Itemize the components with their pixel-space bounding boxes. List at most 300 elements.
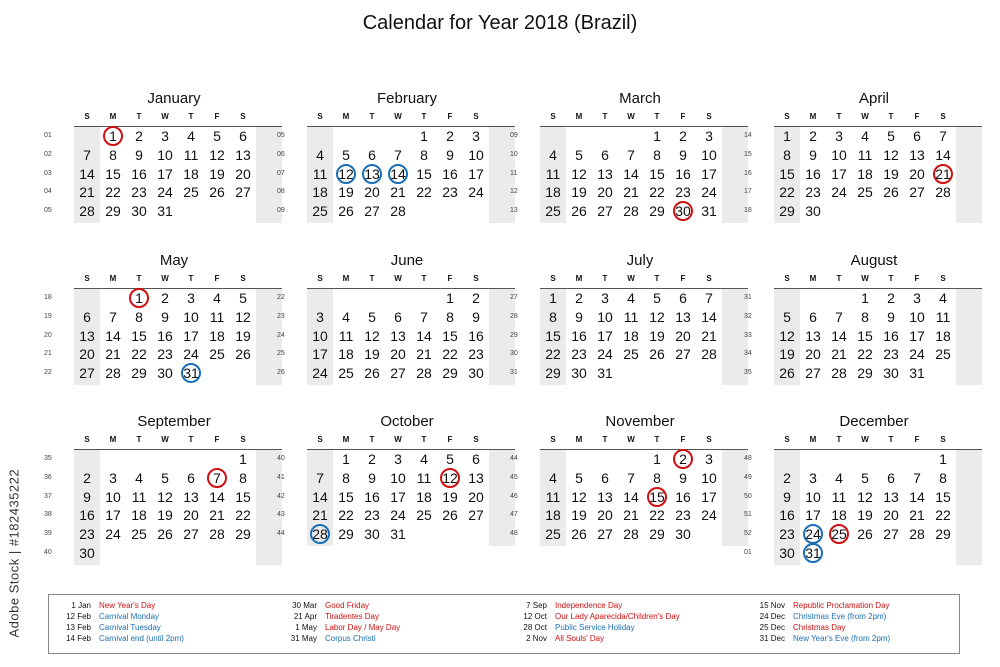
weekday-label: S <box>473 435 479 444</box>
saturday-column-shade <box>956 450 982 565</box>
day-cell: 17 <box>157 165 173 182</box>
day-cell: 30 <box>675 526 691 543</box>
day-cell: 15 <box>779 165 795 182</box>
day-cell: 7 <box>627 469 635 486</box>
week-number: 29 <box>510 331 518 339</box>
day-cell: 3 <box>809 469 817 486</box>
day-cell: 25 <box>935 346 951 363</box>
day-cell: 29 <box>338 526 354 543</box>
week-number: 40 <box>277 455 285 462</box>
weekday-label: M <box>809 435 817 444</box>
weekday-label: W <box>161 274 169 283</box>
day-cell: 2 <box>575 290 583 306</box>
day-cell: 4 <box>835 469 843 486</box>
day-cell: 20 <box>468 488 484 505</box>
day-cell: 25 <box>209 346 225 363</box>
day-cell: 13 <box>235 146 251 163</box>
day-cell: 1 <box>239 451 247 467</box>
day-cell: 5 <box>575 469 583 486</box>
weekday-label: W <box>861 435 869 444</box>
day-cell: 9 <box>83 488 91 505</box>
weekday-label: T <box>654 274 660 283</box>
day-cell: 27 <box>597 526 613 543</box>
day-cell: 8 <box>861 308 869 325</box>
day-cell: 10 <box>909 308 925 325</box>
weekday-label: T <box>602 435 608 444</box>
legend-holiday-name: Corpus Christi <box>325 634 376 643</box>
day-cell: 19 <box>571 507 587 524</box>
day-cell: 4 <box>187 128 195 144</box>
day-cell: 10 <box>701 146 717 163</box>
weekday-header <box>774 112 984 124</box>
week-number: 50 <box>744 492 752 500</box>
week-number: 44 <box>510 455 518 462</box>
weekday-label: S <box>940 435 946 444</box>
day-cell: 28 <box>623 203 639 220</box>
day-cell: 23 <box>883 346 899 363</box>
day-cell: 30 <box>364 526 380 543</box>
month-name: July <box>626 252 654 269</box>
day-cell: 31 <box>597 365 613 382</box>
day-cell: 31 <box>909 365 925 382</box>
day-cell: 26 <box>209 184 225 201</box>
day-cell: 25 <box>338 365 354 382</box>
legend-date: 12 Feb <box>66 612 91 621</box>
weekday-label: S <box>706 435 712 444</box>
week-number: 26 <box>277 369 285 377</box>
day-cell: 19 <box>442 488 458 505</box>
legend-holiday-name: New Year's Day <box>99 601 156 610</box>
day-cell: 26 <box>235 346 251 363</box>
day-cell: 10 <box>468 146 484 163</box>
day-cell: 29 <box>235 526 251 543</box>
week-number: 07 <box>277 169 285 177</box>
day-cell: 12 <box>338 165 354 182</box>
day-cell: 22 <box>416 184 432 201</box>
day-cell: 12 <box>364 327 380 344</box>
day-cell: 22 <box>649 507 665 524</box>
day-cell: 4 <box>342 308 350 325</box>
weekday-label: W <box>161 435 169 444</box>
day-cell: 28 <box>701 346 717 363</box>
day-cell: 23 <box>131 184 147 201</box>
day-cell: 24 <box>468 184 484 201</box>
day-cell: 16 <box>675 165 691 182</box>
day-cell: 29 <box>131 365 147 382</box>
weekday-label: F <box>214 274 220 283</box>
day-cell: 31 <box>157 203 173 220</box>
national-holiday-circle <box>933 164 953 184</box>
day-cell: 20 <box>805 346 821 363</box>
day-cell: 8 <box>939 469 947 486</box>
weekday-label: T <box>369 274 375 283</box>
weekday-label: T <box>421 112 427 121</box>
week-number: 48 <box>510 530 518 538</box>
day-cell: 9 <box>446 146 454 163</box>
day-cell: 27 <box>183 526 199 543</box>
week-number: 21 <box>44 350 52 358</box>
day-cell: 29 <box>545 365 561 382</box>
week-number: 35 <box>744 369 752 377</box>
day-cell: 16 <box>805 165 821 182</box>
weekday-label: F <box>914 435 920 444</box>
week-number: 33 <box>744 331 752 339</box>
day-cell: 2 <box>809 128 817 144</box>
legend-item <box>749 633 974 644</box>
day-cell: 19 <box>571 184 587 201</box>
week-number: 18 <box>744 207 752 215</box>
week-number: 40 <box>44 549 52 556</box>
legend-date: 1 Jan <box>71 601 91 610</box>
week-number: 12 <box>510 188 518 196</box>
day-cell: 16 <box>675 488 691 505</box>
day-cell: 27 <box>883 526 899 543</box>
day-cell: 11 <box>131 488 147 505</box>
day-cell: 22 <box>649 184 665 201</box>
week-number: 41 <box>277 473 285 481</box>
day-cell: 20 <box>597 184 613 201</box>
weekday-label: S <box>240 112 246 121</box>
legend-date: 21 Apr <box>293 612 317 621</box>
day-cell: 24 <box>312 365 328 382</box>
day-cell: 19 <box>338 184 354 201</box>
day-cell: 14 <box>390 165 406 182</box>
week-number: 09 <box>277 207 285 215</box>
day-cell: 15 <box>935 488 951 505</box>
legend-item <box>281 633 506 644</box>
week-number: 10 <box>510 150 518 158</box>
day-cell: 29 <box>649 526 665 543</box>
week-number: 22 <box>44 369 52 377</box>
day-cell: 28 <box>105 365 121 382</box>
day-cell: 6 <box>679 290 687 306</box>
day-cell: 13 <box>468 469 484 486</box>
legend-date: 15 Nov <box>759 601 785 610</box>
day-cell: 21 <box>623 184 639 201</box>
day-cell: 22 <box>935 507 951 524</box>
weekday-label: F <box>447 435 453 444</box>
weekday-label: W <box>394 274 402 283</box>
month-november <box>510 413 740 583</box>
day-cell: 14 <box>79 165 95 182</box>
day-cell: 13 <box>883 488 899 505</box>
day-cell: 1 <box>135 290 143 306</box>
week-number: 25 <box>277 350 285 358</box>
day-cell: 23 <box>779 526 795 543</box>
weekday-label: W <box>161 112 169 121</box>
day-cell: 30 <box>79 545 95 561</box>
weekday-label: W <box>627 112 635 121</box>
week-number: 22 <box>277 294 285 301</box>
legend-item <box>55 633 280 644</box>
weekday-label: T <box>188 274 194 283</box>
weekday-label: W <box>394 435 402 444</box>
day-cell: 28 <box>909 526 925 543</box>
day-cell: 24 <box>701 507 717 524</box>
day-cell: 6 <box>187 469 195 486</box>
day-cell: 28 <box>935 184 951 201</box>
day-cell: 30 <box>675 203 691 220</box>
weekday-label: T <box>602 274 608 283</box>
national-holiday-circle <box>103 126 123 146</box>
weekday-label: S <box>940 274 946 283</box>
month-name: December <box>839 413 909 430</box>
legend-holiday-name: Tiradentes Day <box>325 612 379 621</box>
day-cell: 12 <box>157 488 173 505</box>
day-cell: 28 <box>416 365 432 382</box>
day-cell: 10 <box>183 308 199 325</box>
day-cell: 9 <box>887 308 895 325</box>
day-cell: 8 <box>135 308 143 325</box>
day-cell: 5 <box>783 308 791 325</box>
day-cell: 8 <box>239 469 247 486</box>
day-cell: 12 <box>779 327 795 344</box>
day-cell: 19 <box>857 507 873 524</box>
day-cell: 22 <box>131 346 147 363</box>
weekday-header <box>74 435 284 447</box>
day-cell: 1 <box>861 290 869 306</box>
day-cell: 2 <box>83 469 91 486</box>
day-cell: 11 <box>312 165 328 182</box>
day-cell: 23 <box>468 346 484 363</box>
weekday-header <box>774 435 984 447</box>
day-cell: 20 <box>235 165 251 182</box>
day-cell: 14 <box>831 327 847 344</box>
weekday-label: S <box>784 435 790 444</box>
day-cell: 27 <box>909 184 925 201</box>
weekday-label: T <box>136 274 142 283</box>
day-cell: 15 <box>442 327 458 344</box>
day-cell: 18 <box>623 327 639 344</box>
day-cell: 23 <box>442 184 458 201</box>
day-cell: 14 <box>312 488 328 505</box>
day-cell: 10 <box>597 308 613 325</box>
day-cell: 16 <box>79 507 95 524</box>
month-april <box>744 90 974 260</box>
national-holiday-circle <box>129 288 149 308</box>
week-number: 43 <box>277 511 285 519</box>
day-cell: 8 <box>420 146 428 163</box>
day-cell: 24 <box>157 184 173 201</box>
day-cell: 21 <box>909 507 925 524</box>
month-july <box>510 252 740 422</box>
weekday-label: F <box>447 274 453 283</box>
month-name: October <box>380 413 434 430</box>
legend-holiday-name: Our Lady Aparecida/Children's Day <box>555 612 680 621</box>
legend-holiday-name: New Year's Eve (from 2pm) <box>793 634 891 643</box>
day-cell: 28 <box>209 526 225 543</box>
day-cell: 26 <box>338 203 354 220</box>
day-cell: 21 <box>831 346 847 363</box>
day-cell: 22 <box>857 346 873 363</box>
weekday-label: F <box>214 112 220 121</box>
day-cell: 1 <box>653 128 661 144</box>
legend-date: 24 Dec <box>759 612 785 621</box>
week-number: 52 <box>744 530 752 538</box>
weekday-label: T <box>836 274 842 283</box>
day-cell: 16 <box>883 327 899 344</box>
month-december <box>744 413 974 583</box>
legend-date: 2 Nov <box>526 634 547 643</box>
day-cell: 31 <box>805 545 821 561</box>
day-cell: 5 <box>161 469 169 486</box>
day-cell: 7 <box>83 146 91 163</box>
day-cell: 31 <box>390 526 406 543</box>
day-cell: 6 <box>887 469 895 486</box>
day-cell: 6 <box>809 308 817 325</box>
day-cell: 27 <box>468 507 484 524</box>
day-cell: 21 <box>105 346 121 363</box>
day-cell: 5 <box>653 290 661 306</box>
day-cell: 7 <box>627 146 635 163</box>
day-cell: 14 <box>623 488 639 505</box>
day-cell: 3 <box>161 128 169 144</box>
day-cell: 3 <box>913 290 921 306</box>
day-cell: 9 <box>368 469 376 486</box>
day-cell: 25 <box>545 526 561 543</box>
week-number: 44 <box>277 530 285 538</box>
month-june <box>277 252 507 422</box>
week-number: 02 <box>44 150 52 158</box>
legend-column <box>55 600 280 644</box>
day-cell: 8 <box>109 146 117 163</box>
day-cell: 24 <box>390 507 406 524</box>
legend-date: 28 Oct <box>523 623 547 632</box>
weekday-label: T <box>369 435 375 444</box>
day-cell: 29 <box>935 526 951 543</box>
day-cell: 6 <box>394 308 402 325</box>
day-cell: 20 <box>675 327 691 344</box>
legend-holiday-name: Carnival Tuesday <box>99 623 161 632</box>
day-cell: 20 <box>364 184 380 201</box>
day-cell: 9 <box>472 308 480 325</box>
weekday-label: F <box>914 112 920 121</box>
day-cell: 22 <box>338 507 354 524</box>
weekday-label: S <box>473 274 479 283</box>
day-cell: 10 <box>805 488 821 505</box>
legend-column <box>749 600 974 644</box>
legend-holiday-name: Republic Proclamation Day <box>793 601 890 610</box>
legend-date: 7 Sep <box>526 601 547 610</box>
day-cell: 22 <box>779 184 795 201</box>
day-cell: 21 <box>209 507 225 524</box>
week-number: 17 <box>744 188 752 196</box>
day-cell: 26 <box>857 526 873 543</box>
national-holiday-circle <box>440 468 460 488</box>
day-cell: 4 <box>549 469 557 486</box>
weekday-label: T <box>369 112 375 121</box>
day-cell: 3 <box>394 451 402 467</box>
month-january <box>44 90 274 260</box>
day-cell: 9 <box>783 488 791 505</box>
week-number: 45 <box>510 473 518 481</box>
day-cell: 14 <box>105 327 121 344</box>
legend-item <box>511 633 736 644</box>
week-number: 36 <box>44 473 52 481</box>
day-cell: 5 <box>213 128 221 144</box>
day-cell: 16 <box>442 165 458 182</box>
weekday-label: T <box>654 435 660 444</box>
day-cell: 29 <box>779 203 795 220</box>
week-number: 19 <box>44 312 52 320</box>
day-cell: 28 <box>623 526 639 543</box>
day-cell: 2 <box>679 128 687 144</box>
day-cell: 16 <box>571 327 587 344</box>
day-cell: 30 <box>805 203 821 220</box>
day-cell: 1 <box>342 451 350 467</box>
day-cell: 10 <box>312 327 328 344</box>
week-number: 14 <box>744 132 752 139</box>
day-cell: 24 <box>831 184 847 201</box>
weekday-label: M <box>575 274 583 283</box>
weekday-header <box>74 112 284 124</box>
day-cell: 14 <box>935 146 951 163</box>
legend-item <box>55 600 280 611</box>
day-cell: 9 <box>679 469 687 486</box>
day-cell: 21 <box>416 346 432 363</box>
day-cell: 17 <box>701 165 717 182</box>
week-number: 11 <box>510 169 518 177</box>
day-cell: 1 <box>420 128 428 144</box>
month-name: April <box>858 90 889 107</box>
day-cell: 27 <box>805 365 821 382</box>
week-number: 49 <box>744 473 752 481</box>
day-cell: 17 <box>909 327 925 344</box>
month-name: November <box>605 413 675 430</box>
day-cell: 7 <box>316 469 324 486</box>
day-cell: 21 <box>623 507 639 524</box>
day-cell: 27 <box>675 346 691 363</box>
day-cell: 11 <box>183 146 199 163</box>
day-cell: 13 <box>390 327 406 344</box>
watermark-text: Adobe Stock | #182435222 <box>6 468 22 638</box>
optional-holiday-circle <box>388 164 408 184</box>
month-name: January <box>147 90 201 107</box>
weekday-label: S <box>84 274 90 283</box>
day-cell: 15 <box>235 488 251 505</box>
day-cell: 25 <box>857 184 873 201</box>
legend-item <box>281 611 506 622</box>
day-cell: 5 <box>575 146 583 163</box>
legend-item <box>281 600 506 611</box>
legend-item <box>55 611 280 622</box>
weekday-label: M <box>109 274 117 283</box>
weekday-label: F <box>447 112 453 121</box>
day-cell: 11 <box>338 327 354 344</box>
day-cell: 4 <box>420 451 428 467</box>
weekday-label: S <box>317 112 323 121</box>
day-cell: 19 <box>209 165 225 182</box>
weekday-label: S <box>550 112 556 121</box>
day-cell: 13 <box>909 146 925 163</box>
day-cell: 13 <box>805 327 821 344</box>
weekday-label: T <box>188 435 194 444</box>
day-cell: 11 <box>545 488 561 505</box>
day-cell: 10 <box>701 469 717 486</box>
day-cell: 18 <box>131 507 147 524</box>
day-cell: 2 <box>368 451 376 467</box>
day-cell: 18 <box>209 327 225 344</box>
day-cell: 3 <box>835 128 843 144</box>
week-number: 23 <box>277 312 285 320</box>
day-cell: 30 <box>779 545 795 561</box>
national-holiday-circle <box>647 487 667 507</box>
day-cell: 22 <box>442 346 458 363</box>
week-number: 38 <box>44 511 52 519</box>
week-number: 16 <box>744 169 752 177</box>
weekday-label: F <box>680 435 686 444</box>
day-cell: 23 <box>805 184 821 201</box>
